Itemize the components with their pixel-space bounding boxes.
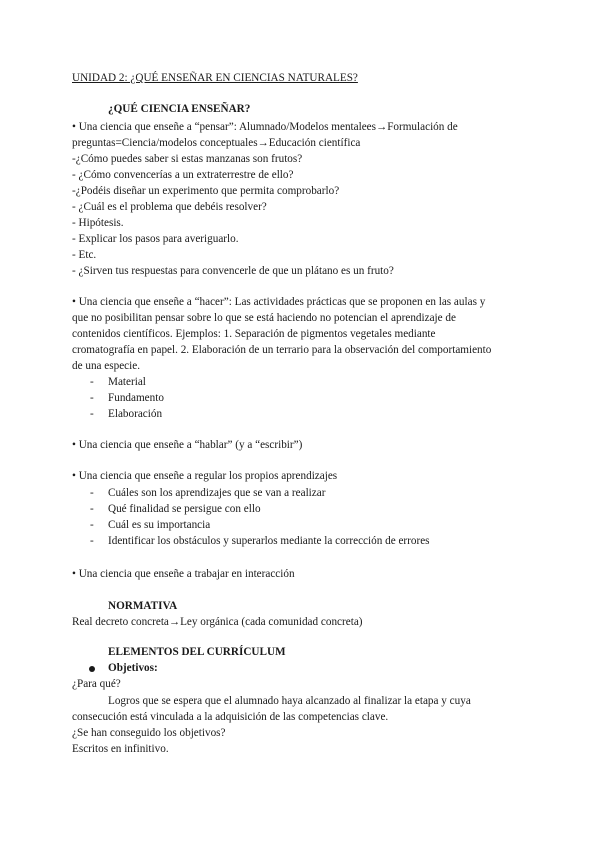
question-line-4: - ¿Cuál es el problema que debéis resolver? bbox=[72, 201, 267, 213]
dash-marker: - bbox=[90, 408, 94, 420]
escritos-line: Escritos en infinitivo. bbox=[72, 743, 169, 755]
objetivos-para-line-2: consecución está vinculada a la adquisición de las competencias clave. bbox=[72, 711, 389, 723]
interaccion-line: • Una ciencia que enseñe a trabajar en interacción bbox=[72, 568, 295, 580]
question-line-6: - Explicar los pasos para averiguarlo. bbox=[72, 233, 239, 245]
page-title: UNIDAD 2: ¿QUÉ ENSEÑAR EN CIENCIAS NATURALES? bbox=[72, 72, 358, 84]
hacer-line-4: cromatografía en papel. 2. Elaboración de un terrario para la observación del comportamiento bbox=[72, 344, 492, 356]
hacer-line-2: que no posibilitan pensar sobre lo que se está haciendo no potencian el aprendizaje de bbox=[72, 312, 456, 324]
section-heading-elementos: ELEMENTOS DEL CURRÍCULUM bbox=[108, 646, 286, 658]
dash-marker: - bbox=[90, 535, 94, 547]
pensar-line-1: • Una ciencia que enseñe a “pensar”: Alumnado/Modelos mentalees→Formulación de bbox=[72, 121, 458, 133]
dash-marker: - bbox=[90, 392, 94, 404]
objetivos-para-line-1: Logros que se espera que el alumnado haya alcanzado al finalizar la etapa y cuya bbox=[108, 695, 471, 707]
section-heading-normativa: NORMATIVA bbox=[108, 600, 178, 612]
dash-marker: - bbox=[90, 376, 94, 388]
question-line-5: - Hipótesis. bbox=[72, 217, 124, 229]
question-line-7: - Etc. bbox=[72, 249, 97, 261]
hacer-item-fundamento: Fundamento bbox=[108, 392, 164, 404]
hacer-line-1: • Una ciencia que enseñe a “hacer”: Las actividades prácticas que se proponen en las aulas y bbox=[72, 296, 486, 308]
regular-item-2: Qué finalidad se persigue con ello bbox=[108, 503, 261, 515]
regular-item-3: Cuál es su importancia bbox=[108, 519, 211, 531]
objetivos-label: Objetivos: bbox=[108, 662, 158, 674]
regular-item-4: Identificar los obstáculos y superarlos mediante la corrección de errores bbox=[108, 535, 430, 547]
hablar-line: • Una ciencia que enseñe a “hablar” (y a “escribir”) bbox=[72, 439, 303, 451]
hacer-item-material: Material bbox=[108, 376, 146, 388]
hacer-line-3: contenidos científicos. Ejemplos: 1. Separación de pigmentos vegetales mediante bbox=[72, 328, 436, 340]
section-heading-que-ciencia: ¿QUÉ CIENCIA ENSEÑAR? bbox=[108, 103, 251, 115]
dash-marker: - bbox=[90, 487, 94, 499]
normativa-line: Real decreto concreta→Ley orgánica (cada comunidad concreta) bbox=[72, 616, 363, 628]
dash-marker: - bbox=[90, 503, 94, 515]
question-para-que: ¿Para qué? bbox=[72, 678, 121, 690]
hacer-line-5: de una especie. bbox=[72, 360, 141, 372]
pensar-line-2: preguntas=Ciencia/modelos conceptuales→Educación científica bbox=[72, 137, 361, 149]
question-line-3: -¿Podéis diseñar un experimento que permita comprobarlo? bbox=[72, 185, 340, 197]
question-line-2: - ¿Cómo convencerías a un extraterrestre de ello? bbox=[72, 169, 294, 181]
regular-line: • Una ciencia que enseñe a regular los propios aprendizajes bbox=[72, 470, 338, 482]
question-line-8: - ¿Sirven tus respuestas para convencerle de que un plátano es un fruto? bbox=[72, 265, 394, 277]
question-conseguido: ¿Se han conseguido los objetivos? bbox=[72, 727, 226, 739]
bullet-dot-icon bbox=[89, 666, 95, 672]
dash-marker: - bbox=[90, 519, 94, 531]
hacer-item-elaboracion: Elaboración bbox=[108, 408, 163, 420]
regular-item-1: Cuáles son los aprendizajes que se van a realizar bbox=[108, 487, 326, 499]
question-line-1: -¿Cómo puedes saber si estas manzanas son frutos? bbox=[72, 153, 303, 165]
